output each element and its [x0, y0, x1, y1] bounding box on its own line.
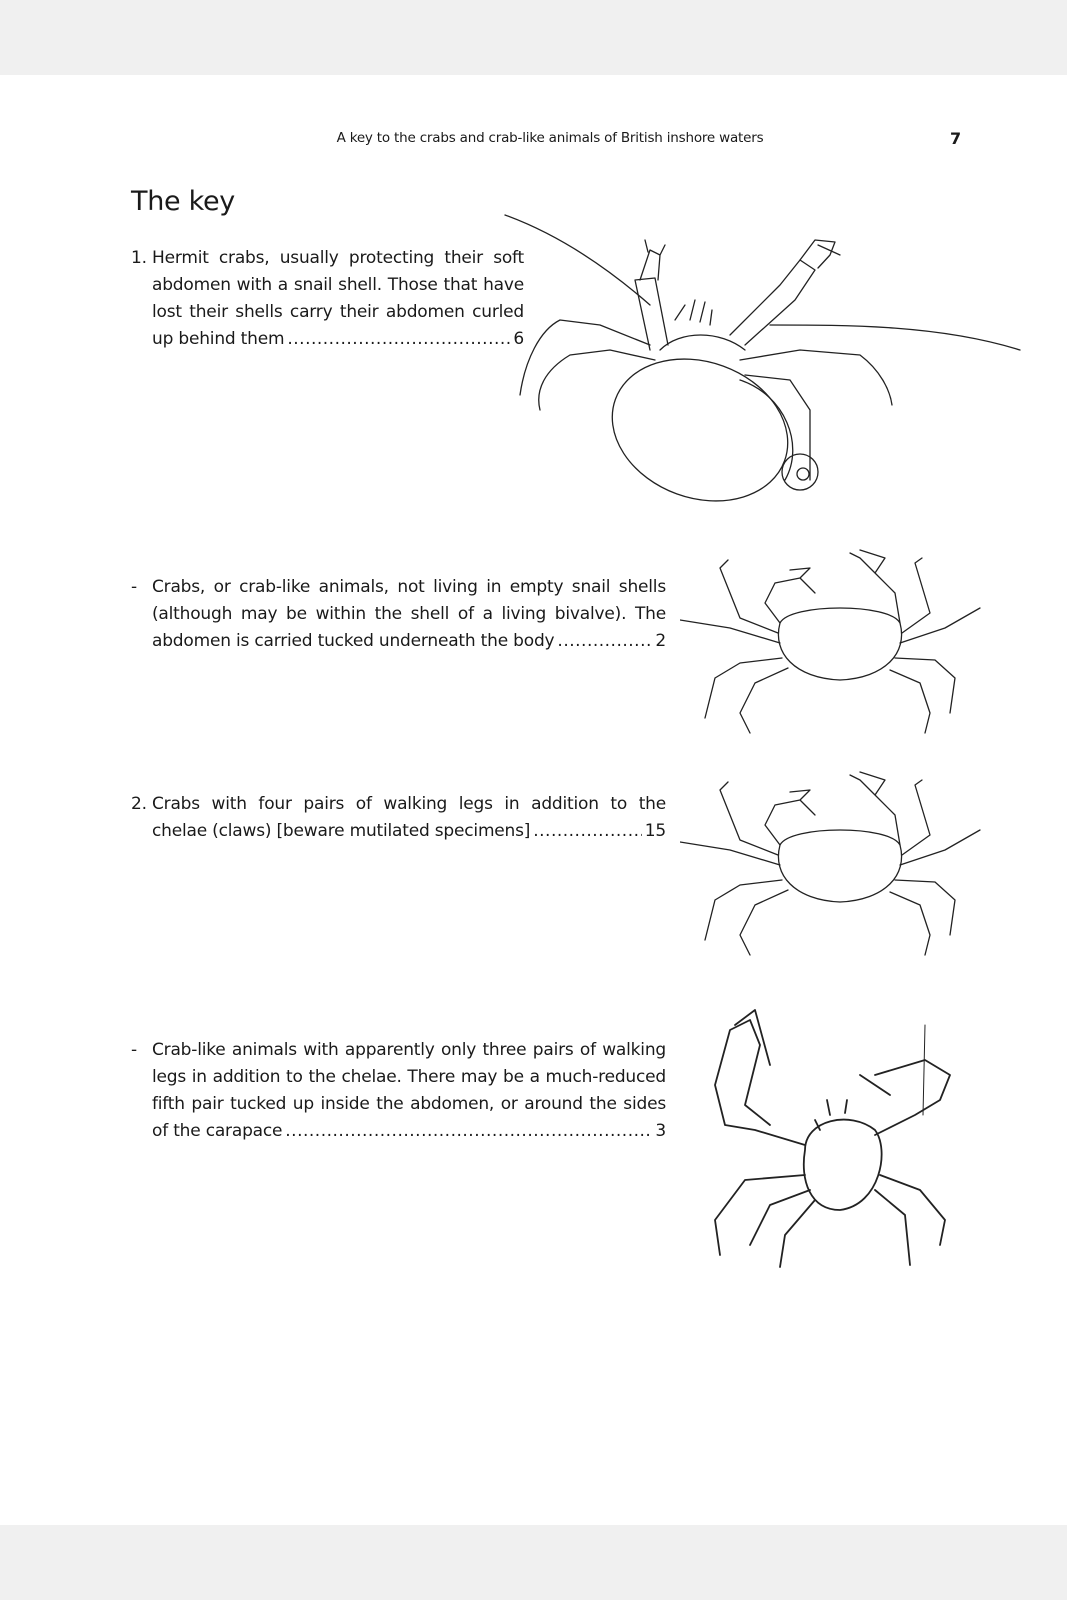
key-entry-2: [131, 791, 666, 845]
goto-couplet-link[interactable]: 15: [644, 821, 666, 841]
porcelain-crab-illustration: [675, 1005, 985, 1275]
leader-dots: [285, 1118, 652, 1145]
entry-number: 2.: [131, 794, 147, 814]
entry-line: abdomen is carried tucked underneath the body: [152, 631, 555, 651]
entry-line: abdomen with a snail shell. Those that have: [152, 275, 524, 295]
leader-dots: [557, 628, 652, 655]
entry-line: legs in addition to the chelae. There may be a much-reduced: [152, 1067, 666, 1087]
entry-line: chelae (claws) [beware mutilated specimens]: [152, 821, 531, 841]
leader-dots: [287, 326, 510, 353]
entry-line: lost their shells carry their abdomen curled: [152, 302, 524, 322]
section-title: The key: [131, 186, 235, 217]
page-number: 7: [950, 129, 962, 148]
goto-couplet-link[interactable]: 2: [655, 631, 666, 651]
entry-number: 1.: [131, 248, 147, 268]
shore-crab-illustration: [680, 770, 990, 970]
leader-dots: [533, 818, 642, 845]
key-entry-1: [131, 245, 524, 353]
key-entry-1-alternative: [131, 574, 666, 655]
running-header: A key to the crabs and crab-like animals of British inshore waters: [336, 130, 764, 146]
entry-line: (although may be within the shell of a living bivalve). The: [152, 604, 666, 624]
entry-line: Crabs with four pairs of walking legs in addition to the: [152, 794, 666, 814]
shore-crab-illustration: [680, 548, 990, 748]
entry-number: -: [131, 1040, 137, 1060]
goto-couplet-link[interactable]: 3: [655, 1121, 666, 1141]
viewer-top-margin: [0, 0, 1067, 75]
goto-couplet-link[interactable]: 6: [513, 329, 524, 349]
entry-line: Crabs, or crab-like animals, not living in empty snail shells: [152, 577, 666, 597]
entry-line: Crab-like animals with apparently only three pairs of walking: [152, 1040, 666, 1060]
key-entry-2-alternative: [131, 1037, 666, 1145]
hermit-crab-illustration: [500, 210, 1030, 510]
viewer-bottom-margin: [0, 1525, 1067, 1600]
entry-line: fifth pair tucked up inside the abdomen, or around the sides: [152, 1094, 666, 1114]
entry-number: -: [131, 577, 137, 597]
entry-line: up behind them: [152, 329, 285, 349]
entry-line: Hermit crabs, usually protecting their soft: [152, 248, 524, 268]
entry-line: of the carapace: [152, 1121, 283, 1141]
